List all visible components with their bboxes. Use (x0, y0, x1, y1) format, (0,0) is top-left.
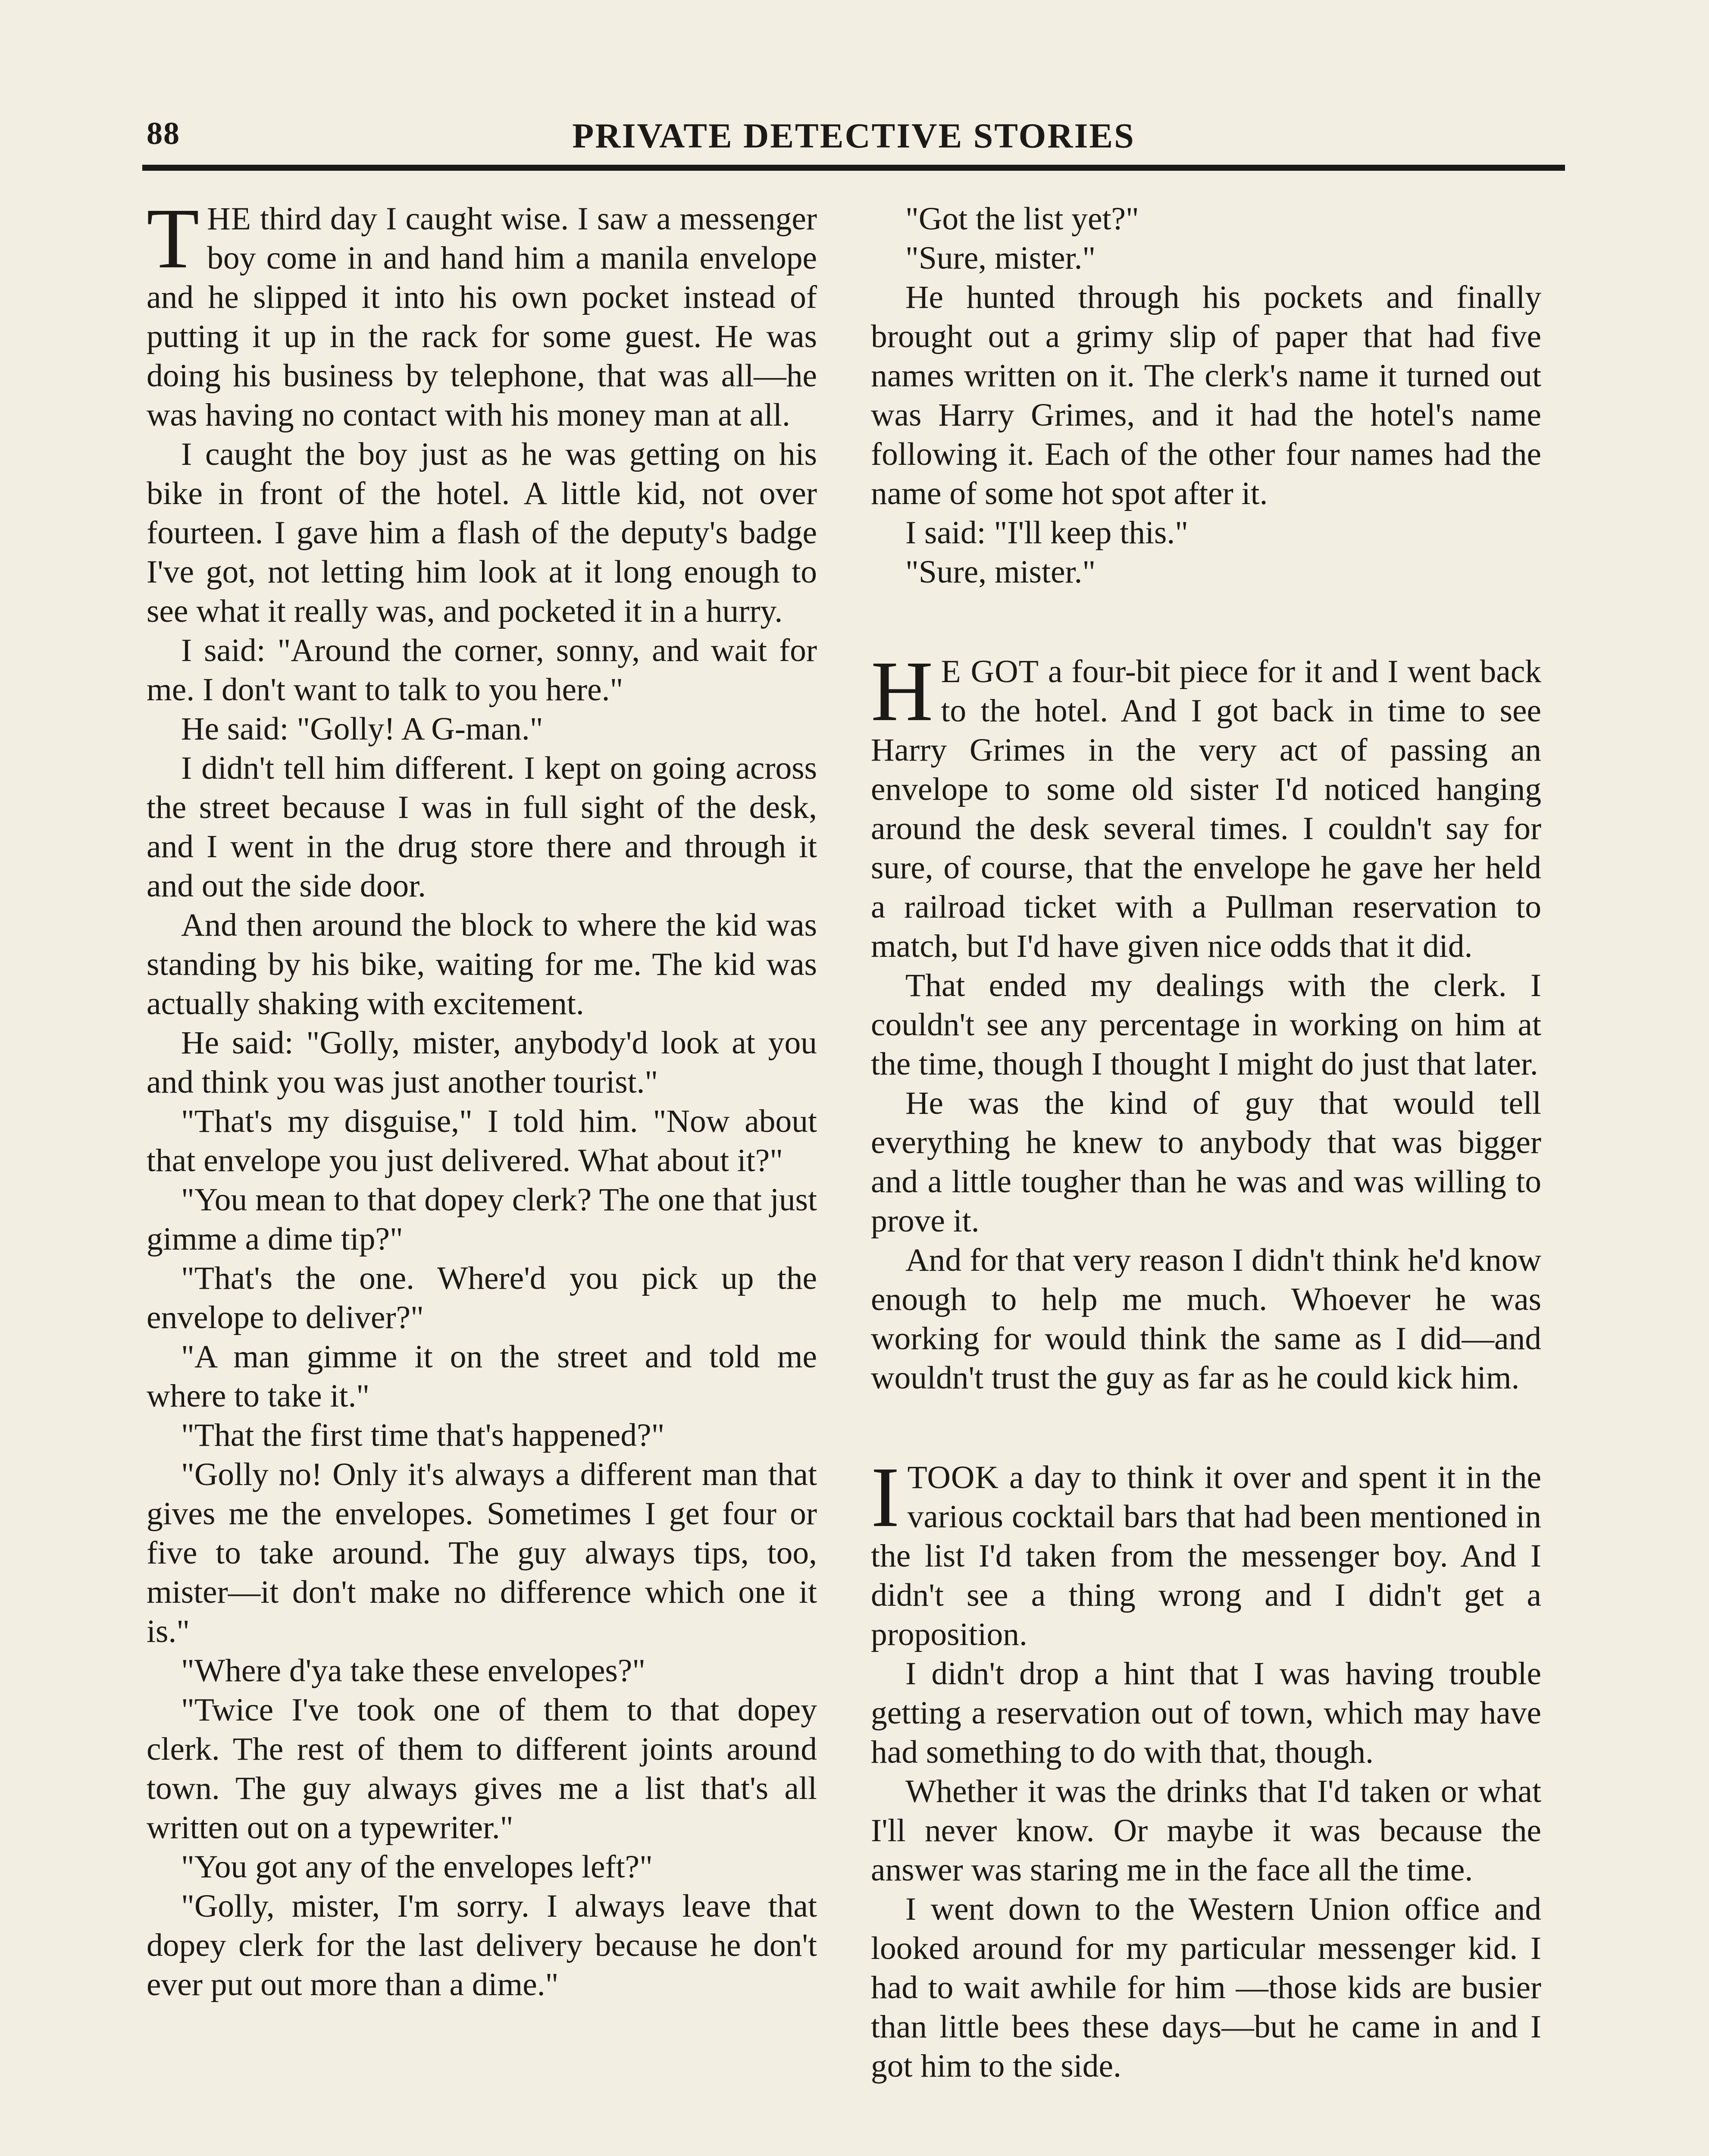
story-paragraph: "That the first time that's happened?" (181, 1417, 665, 1453)
story-paragraph: "Got the list yet?" (905, 201, 1139, 237)
story-paragraph: "Where d'ya take these envelopes?" (181, 1653, 646, 1689)
lead-in: E GOT (941, 654, 1039, 689)
story-paragraph: H E GOT a four-bit piece for it and I went back to the hotel. And I got back in time to see Harry Grimes in the very act of passing an envelope to some old sister I'd noticed hanging around the desk several times. I couldn't say for sure, of course, that the envelope he gave her held a railroad ticket with a Pullman reservation to match, but I'd have given nice odds that it did. (871, 644, 1541, 964)
story-paragraph: I said: "Around the corner, sonny, and wait for me. I don't want to talk to you here." (147, 633, 817, 708)
story-paragraph: "Golly, mister, I'm sorry. I always leave that dopey clerk for the last delivery because he don't ever put out more than a dime." (147, 1888, 817, 2002)
story-paragraph: I went down to the Western Union office and looked around for my particular messenger kid. I had to wait awhile for him —those kids are busier than little bees these days—but he came in and I got him to the side. (871, 1891, 1541, 2084)
story-paragraph: I said: "I'll keep this." (905, 515, 1189, 551)
running-header (147, 116, 1561, 163)
story-paragraph: And for that very reason I didn't think he'd know enough to help me much. Whoever he was working for would think the same as I did—and wouldn't trust the guy as far as he could kick him. (871, 1242, 1541, 1396)
story-paragraph: He said: "Golly! A G-man." (181, 711, 543, 747)
story-paragraph: "That's my disguise," I told him. "Now about that envelope you just delivered. What about it?" (147, 1103, 817, 1178)
page-number: 88 (147, 116, 180, 151)
story-paragraph: THE third day I caught wise. I saw a messenger boy come in and hand him a manila envelope and he slipped it into his own pocket instead of putting it up in the rack for some guest. He was doing his business by telephone, that was all—he was having no contact with his money man at all. (147, 191, 817, 433)
story-paragraph: That ended my dealings with the clerk. I couldn't see any percentage in working on him at the time, though I thought I might do just that later. (871, 968, 1541, 1082)
dropcap: T (147, 191, 200, 286)
story-paragraph: "You mean to that dopey clerk? The one that just gimme a dime tip?" (147, 1182, 817, 1257)
story-paragraph: I didn't drop a hint that I was having trouble getting a reservation out of town, which may have had something to do with that, though. (871, 1656, 1541, 1770)
story-paragraph: He said: "Golly, mister, anybody'd look at you and think you was just another tourist." (147, 1025, 817, 1100)
story-paragraph: "A man gimme it on the street and told me where to take it." (147, 1339, 817, 1414)
story-paragraph: "Golly no! Only it's always a different man that gives me the envelopes. Sometimes I get four or five to take around. The guy always tips, too, mister—it don't make no difference which one it is." (147, 1457, 817, 1649)
lead-in: HE (207, 201, 251, 237)
story-paragraph: "You got any of the envelopes left?" (181, 1849, 653, 1885)
story-paragraph: Whether it was the drinks that I'd taken or what I'll never know. Or maybe it was because the answer was staring me in the face all the time. (871, 1774, 1541, 1888)
story-paragraph: "Sure, mister." (905, 554, 1096, 590)
right-column (871, 199, 1541, 2086)
story-paragraph: ITOOK a day to think it over and spent it in the various cocktail bars that had been mentioned in the list I'd taken from the messenger boy. And I didn't see a thing wrong and I didn't get a proposition. (871, 1450, 1541, 1652)
story-paragraph: And then around the block to where the kid was standing by his bike, waiting for me. The kid was actually shaking with excitement. (147, 907, 817, 1022)
header-rule (142, 165, 1565, 171)
story-paragraph: "Sure, mister." (905, 240, 1096, 276)
section-break (871, 592, 1541, 652)
story-paragraph: He hunted through his pockets and finally brought out a grimy slip of paper that had five names written on it. The clerk's name it turned out was Harry Grimes, and it had the hotel's name following it. Each of the other four names had the name of some hot spot after it. (871, 279, 1541, 511)
left-column (147, 191, 817, 2004)
section-break (871, 1398, 1541, 1458)
dropcap: H (871, 644, 933, 739)
story-paragraph: "Twice I've took one of them to that dopey clerk. The rest of them to different joints around town. The guy always gives me a list that's all written out on a typewriter." (147, 1692, 817, 1846)
magazine-title: PRIVATE DETECTIVE STORIES (572, 116, 1135, 155)
story-paragraph: He was the kind of guy that would tell everything he knew to anybody that was bigger and a little tougher than he was and was willing to prove it. (871, 1085, 1541, 1239)
story-paragraph: I didn't tell him different. I kept on going across the street because I was in full sight of the desk, and I went in the drug store there and through it and out the side door. (147, 750, 817, 904)
story-paragraph: I caught the boy just as he was getting on his bike in front of the hotel. A little kid, not over fourteen. I gave him a flash of the deputy's badge I've got, not letting him look at it long enough to see what it really was, and pocketed it in a hurry. (147, 436, 817, 629)
dropcap: I (871, 1450, 900, 1545)
story-paragraph: "That's the one. Where'd you pick up the envelope to deliver?" (147, 1260, 817, 1335)
lead-in: TOOK (907, 1460, 999, 1495)
